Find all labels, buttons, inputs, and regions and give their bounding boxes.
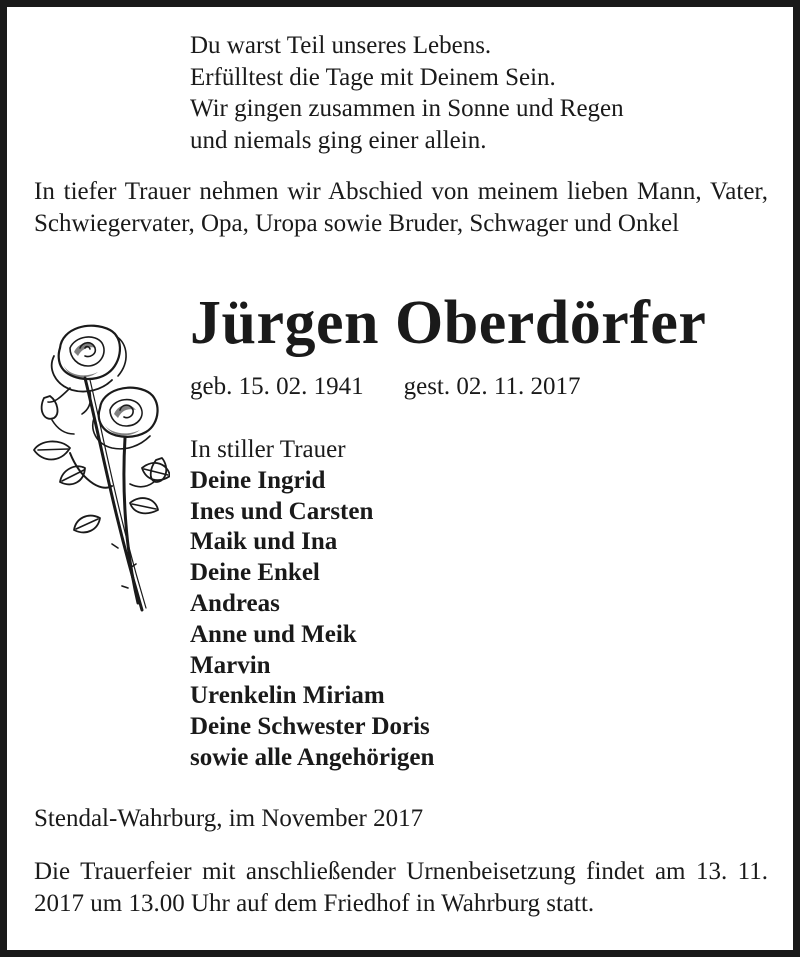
mourner: Marvin — [190, 651, 271, 679]
birth-date: geb. 15. 02. 1941 — [190, 373, 364, 400]
funeral-service-info: Die Trauerfeier mit anschließender Urnenbeisetzung findet am 13. 11. 2017 um 13.00 Uhr auf dem Friedhof in Wahrburg statt. — [34, 858, 768, 917]
mourner: Deine Schwester Doris — [190, 713, 430, 741]
deceased-name: Jürgen Oberdörfer — [190, 289, 707, 357]
mourner: Anne und Meik — [190, 620, 357, 648]
poem-line: Erfülltest die Tage mit Deinem Sein. — [190, 63, 556, 91]
mourner: Deine Ingrid — [190, 466, 326, 494]
poem-line: Wir gingen zusammen in Sonne und Regen — [190, 95, 624, 122]
memorial-poem — [190, 30, 624, 156]
poem-line: Du warst Teil unseres Lebens. — [190, 32, 492, 59]
mourner: Urenkelin Miriam — [190, 682, 385, 710]
poem-line: und niemals ging einer allein. — [190, 126, 487, 154]
life-dates — [190, 371, 580, 402]
place-and-date: Stendal-Wahrburg, im November 2017 — [34, 805, 424, 832]
mourner: Ines und Carsten — [190, 497, 374, 525]
death-date: gest. 02. 11. 2017 — [403, 373, 581, 400]
rose-icon — [30, 318, 170, 618]
mourner: Deine Enkel — [190, 559, 320, 587]
mourner: sowie alle Angehörigen — [190, 743, 435, 771]
farewell-intro: In tiefer Trauer nehmen wir Abschied von meinem lieben Mann, Vater, Schwiegervater, Opa, Uropa sowie Bruder, Schwager und Onkel — [34, 178, 768, 237]
mourning-heading: In stiller Trauer — [190, 436, 346, 463]
mourner: Maik und Ina — [190, 528, 338, 556]
mourners-list — [190, 435, 434, 774]
mourner: Andreas — [190, 589, 280, 617]
